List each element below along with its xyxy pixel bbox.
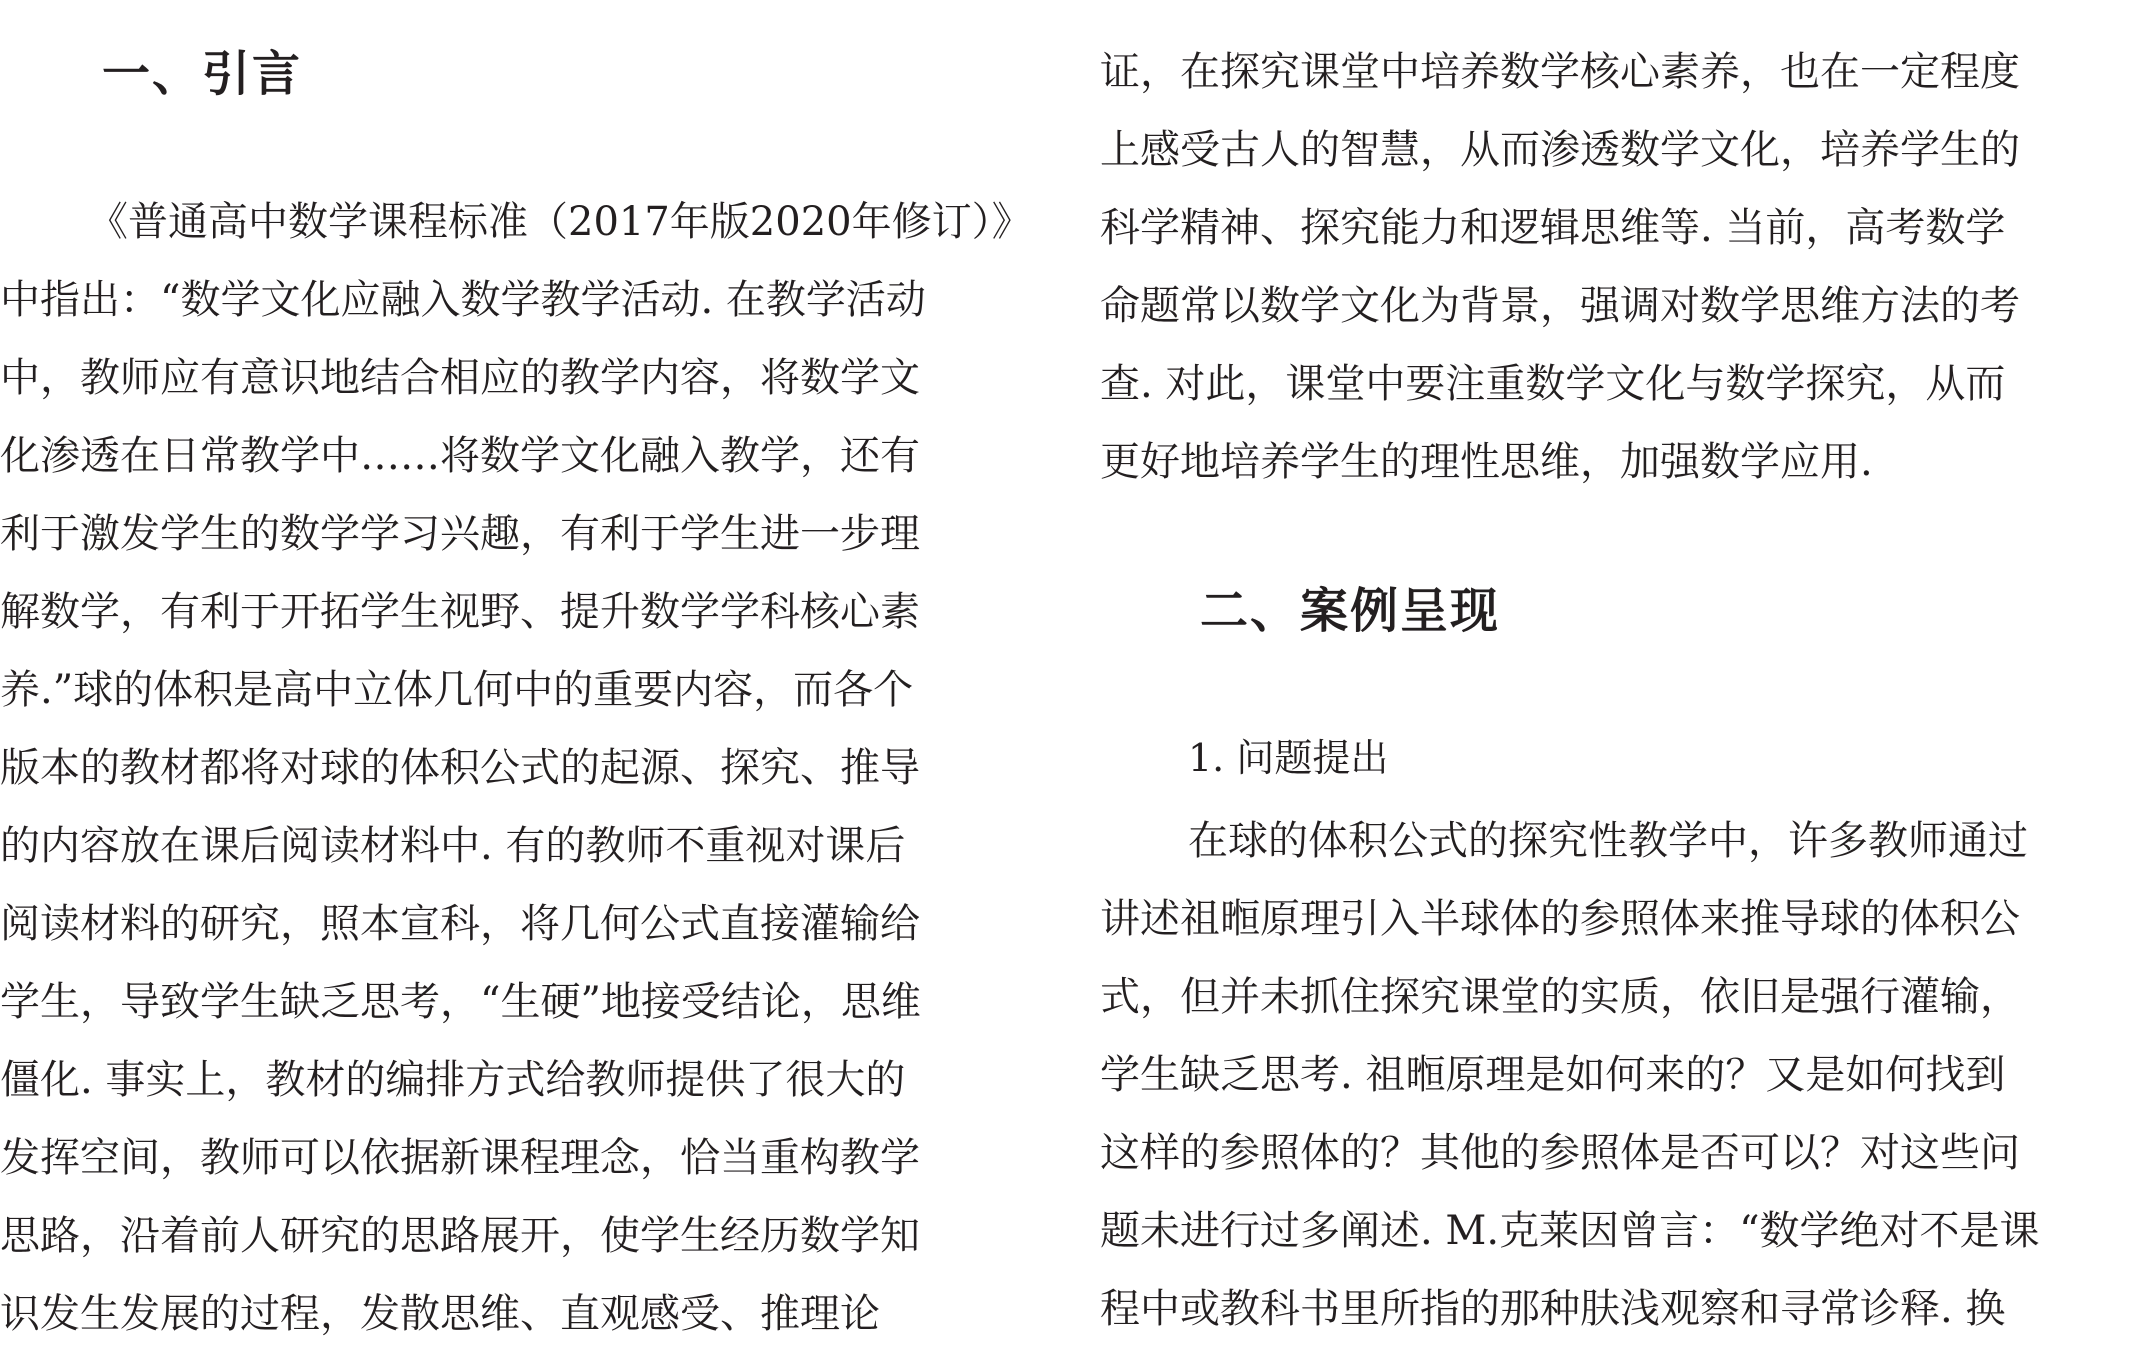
paragraph-line: 这样的参照体的？其他的参照体是否可以？对这些问 bbox=[1100, 1130, 2020, 1176]
paragraph-line: 学生，导致学生缺乏思考，“生硬”地接受结论，思维 bbox=[0, 979, 921, 1025]
paragraph-line: 的内容放在课后阅读材料中. 有的教师不重视对课后 bbox=[0, 823, 906, 869]
subsection-heading-problem: 1. 问题提出 bbox=[1188, 736, 1389, 780]
paragraph-line: 思路，沿着前人研究的思路展开，使学生经历数学知 bbox=[0, 1213, 920, 1259]
paragraph-line: 《普通高中数学课程标准（2017年版2020年修订）》 bbox=[88, 199, 1032, 245]
paragraph-line: 养.”球的体积是高中立体几何中的重要内容，而各个 bbox=[0, 667, 914, 713]
paragraph-line: 在球的体积公式的探究性教学中，许多教师通过 bbox=[1188, 818, 2028, 864]
paragraph-line: 式，但并未抓住探究课堂的实质，依旧是强行灌输， bbox=[1100, 974, 2020, 1020]
paragraph-line: 程中或教科书里所指的那种肤浅观察和寻常诊释. 换 bbox=[1100, 1286, 2006, 1332]
section-heading-case-presentation: 二、案例呈现 bbox=[1200, 583, 1501, 639]
paragraph-line: 科学精神、探究能力和逻辑思维等. 当前，高考数学 bbox=[1100, 205, 2006, 251]
left-column bbox=[0, 0, 1040, 1352]
paragraph-line: 命题常以数学文化为背景，强调对数学思维方法的考 bbox=[1100, 283, 2020, 329]
paragraph-line: 中指出：“数学文化应融入数学教学活动. 在教学活动 bbox=[0, 277, 926, 323]
paragraph-line: 中，教师应有意识地结合相应的教学内容，将数学文 bbox=[0, 355, 920, 401]
right-column bbox=[1100, 0, 2137, 1352]
paragraph-line: 识发生发展的过程，发散思维、直观感受、推理论 bbox=[0, 1291, 880, 1337]
paragraph-line: 解数学，有利于开拓学生视野、提升数学学科核心素 bbox=[0, 589, 920, 635]
paragraph-line: 学生缺乏思考. 祖暅原理是如何来的？又是如何找到 bbox=[1100, 1052, 2006, 1098]
paragraph-line: 化渗透在日常教学中……将数学文化融入教学，还有 bbox=[0, 433, 920, 479]
paragraph-line: 利于激发学生的数学学习兴趣，有利于学生进一步理 bbox=[0, 511, 920, 557]
paragraph-line: 上感受古人的智慧，从而渗透数学文化，培养学生的 bbox=[1100, 127, 2020, 173]
paragraph-line: 僵化. 事实上，教材的编排方式给教师提供了很大的 bbox=[0, 1057, 906, 1103]
paragraph-line: 版本的教材都将对球的体积公式的起源、探究、推导 bbox=[0, 745, 920, 791]
paragraph-line: 讲述祖暅原理引入半球体的参照体来推导球的体积公 bbox=[1100, 896, 2020, 942]
paragraph-line: 证，在探究课堂中培养数学核心素养，也在一定程度 bbox=[1100, 49, 2020, 95]
section-heading-introduction: 一、引言 bbox=[102, 46, 303, 102]
paragraph-line: 阅读材料的研究，照本宣科，将几何公式直接灌输给 bbox=[0, 901, 920, 947]
paragraph-line: 发挥空间，教师可以依据新课程理念，恰当重构教学 bbox=[0, 1135, 920, 1181]
paragraph-line: 更好地培养学生的理性思维，加强数学应用. bbox=[1100, 439, 1873, 485]
paragraph-line: 查. 对此，课堂中要注重数学文化与数学探究，从而 bbox=[1100, 361, 2006, 407]
paragraph-line: 题未进行过多阐述. M.克莱因曾言：“数学绝对不是课 bbox=[1100, 1208, 2040, 1254]
